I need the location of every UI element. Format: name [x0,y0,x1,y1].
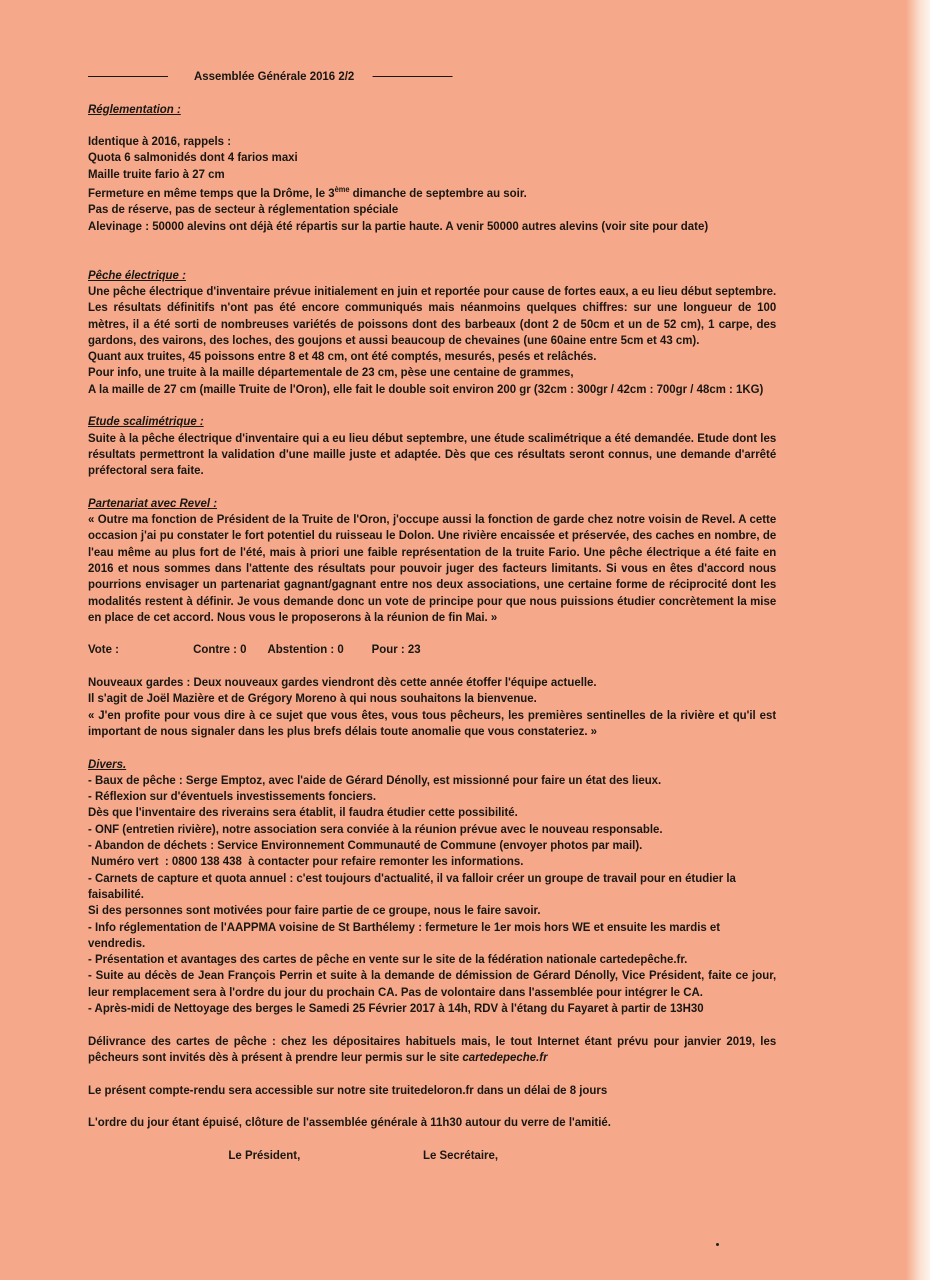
vote-line [88,641,776,657]
divers-item: - Présentation et avantages des cartes de pêche en vente sur le site de la fédération nationale cartedepêche.fr. [88,952,688,967]
vote-contre: Contre : 0 [193,642,247,657]
divers-item: - Réflexion sur d'éventuels investissements fonciers. [88,789,377,804]
signature-president: Le Président, [228,1147,301,1162]
gardes-line: Nouveaux gardes : Deux nouveaux gardes viendront dès cette année étoffer l'équipe actuelle. [88,675,597,690]
peche-line: A la maille de 27 cm (maille Truite de l'Oron), elle fait le double soit environ 200 gr (32cm : 300gr / 42cm : 700gr / 48cm : 1KG) [88,381,764,396]
reglementation-line: Identique à 2016, rappels : [88,134,232,149]
signature-line [88,1147,776,1163]
compte-rendu-line: Le présent compte-rendu sera accessible sur notre site truitedeloron.fr dans un délai de 8 jours [88,1082,608,1097]
signature-secretaire: Le Secrétaire, [423,1147,499,1162]
partenariat-paragraph: « Outre ma fonction de Président de la Truite de l'Oron, j'occupe aussi la fonction de garde chez notre voisin de Revel. A cette occasion j'ai pu constater le fort potentiel du ruisseau le Dolon. Une rivière encaissée et préservée, des caches en nombre, de l'eau même au plus fort de l'été, mais à priori une faible représentation de la truite Fario. Une pêche électrique a été faite en 2016 et nous sommes dans l'attente des résultats pour pouvoir juger des facteurs limitants. Si vous en êtes d'accord nous pourrions envisager un partenariat gagnant/gagnant entre nos deux associations, une certaine forme de réciprocité dont les modalités restent à définir. Je vous demande donc un vote de principe pour que nous puissions étudier concrètement la mise en place de cet accord. Nous vous le proposerons à la réunion de fin Mai. » [88,512,777,624]
document-title: Assemblée Générale 2016 2/2 [194,69,355,83]
divers-item: Dès que l'inventaire des riverains sera établit, il faudra étudier cette possibilité. [88,805,518,820]
document-header [88,68,776,84]
vote-abstention: Abstention : 0 [267,642,344,657]
reglementation-line: Maille truite fario à 27 cm [88,166,225,181]
divers-item: Si des personnes sont motivées pour faire partie de ce groupe, nous le faire savoir. [88,903,541,918]
divers-item: - Baux de pêche : Serge Emptoz, avec l'aide de Gérard Dénolly, est missionné pour faire un état des lieux. [88,772,662,787]
gardes-line: Il s'agit de Joël Mazière et de Grégory Moreno à qui nous souhaitons la bienvenue. [88,691,537,706]
reglementation-line: Fermeture en même temps que la Drôme, le 3ème dimanche de septembre au soir. [88,185,527,201]
vote-label: Vote : [88,642,119,657]
divers-item: Numéro vert : 0800 138 438 à contacter pour refaire remonter les informations. [88,854,524,869]
partenariat-heading: Partenariat avec Revel : [88,495,218,510]
delivrance-site: cartedepeche.fr [462,1049,548,1064]
cloture-line: L'ordre du jour étant épuisé, clôture de l'assemblée générale à 11h30 autour du verre de l'amitié. [88,1115,611,1130]
divers-item: - Abandon de déchets : Service Environnement Communauté de Commune (envoyer photos par mail). [88,838,643,853]
delivrance-paragraph [88,1033,776,1066]
reglementation-line: Pas de réserve, pas de secteur à réglementation spéciale [88,202,399,217]
gardes-quote: « J'en profite pour vous dire à ce sujet que vous êtes, vous tous pêcheurs, les premières sentinelles de la rivière et qu'il est important de nous signaler dans les plus brefs délais toute anomalie que vous constateriez. » [88,707,777,738]
divers-item: - Carnets de capture et quota annuel : c'est toujours d'actualité, il va falloir créer un groupe de travail pour en étudier la faisabilité. [88,870,736,901]
peche-heading: Pêche électrique : [88,267,186,282]
document-body [88,68,776,1163]
vote-pour: Pour : 23 [371,642,421,657]
peche-line: Quant aux truites, 45 poissons entre 8 et 48 cm, ont été comptés, mesurés, pesés et relâchés. [88,349,597,364]
divers-item: - Info réglementation de l'AAPPMA voisine de St Barthélemy : fermeture le 1er mois hors WE et ensuite les mardis et vendredis. [88,919,721,950]
reglementation-line: Quota 6 salmonidés dont 4 farios maxi [88,150,298,165]
divers-heading: Divers. [88,756,127,771]
header-rule-right [373,76,453,77]
scan-speck [716,1243,719,1246]
reglementation-line: Alevinage : 50000 alevins ont déjà été répartis sur la partie haute. A venir 50000 autres alevins (voir site pour date) [88,218,709,233]
divers-item: - Après-midi de Nettoyage des berges le Samedi 25 Février 2017 à 14h, RDV à l'étang du Fayaret à partir de 13H30 [88,1001,704,1016]
reglementation-heading: Réglementation : [88,101,181,116]
divers-item: - ONF (entretien rivière), notre association sera conviée à la réunion prévue avec le nouveau responsable. [88,821,663,836]
delivrance-text: Délivrance des cartes de pêche : chez les dépositaires habituels mais, le tout Internet étant prévu pour janvier 2019, les pêcheurs sont invités dès à présent à prendre leur permis sur le site [88,1033,777,1064]
peche-line: Pour info, une truite à la maille départementale de 23 cm, pèse une centaine de grammes, [88,365,574,380]
page-edge [906,0,930,1280]
header-rule-left [88,76,168,77]
etude-paragraph: Suite à la pêche électrique d'inventaire qui a eu lieu début septembre, une étude scalimétrique a été demandée. Etude dont les résultats permettront la validation d'une maille juste et adaptée. Dès que ces résultats seront connus, une demande d'arrêté préfectoral sera faite. [88,430,777,478]
etude-heading: Etude scalimétrique : [88,414,204,429]
divers-item: - Suite au décès de Jean François Perrin et suite à la demande de démission de Gérard Dénolly, Vice Président, faite ce jour, leur remplacement sera à l'ordre du jour du prochain CA. Pas de volontaire dans l'assemblée pour intégrer le CA. [88,968,777,999]
peche-paragraph: Une pêche électrique d'inventaire prévue initialement en juin et reportée pour cause de fortes eaux, a eu lieu début septembre. Les résultats définitifs n'ont pas été encore communiqués mais néanmoins quelques chiffres: sur une longueur de 100 mètres, il a été sorti de nombreuses variétés de poissons dont des barbeaux (dont 2 de 50cm et un de 52 cm), 1 carpe, des gardons, des vairons, des loches, des goujons et aussi beaucoup de chevaines (une 60aine entre 5cm et 43 cm). [88,283,777,347]
